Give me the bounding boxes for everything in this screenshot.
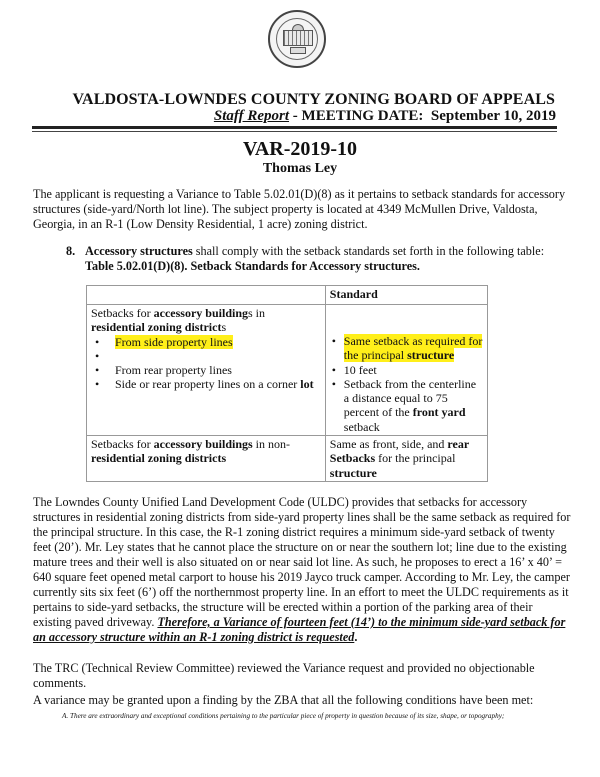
label-bold: accessory buildings — [153, 437, 253, 452]
label-bold: residential zoning district — [91, 320, 222, 335]
list-text: Same setback as required for the principal — [343, 334, 483, 363]
county-seal-icon — [268, 10, 326, 68]
table-header-blank — [87, 286, 326, 305]
list-text: setback — [343, 419, 380, 434]
list-item: • 10 feet — [330, 363, 483, 377]
uldc-text: The Lowndes County Unified Land Development Code (ULDC) provides that setbacks for accessory structures in residential zoning districts from side-yard property lines shall be the same setback as required for the principal structure. In this case, the R-1 zoning district requires a minimum side-yard setback of twenty feet (20’). Mr. Ley states that he cannot place the structure on or near the southern lot; line due to the existing mature trees and their well is also situated on or near said lot line. As such, he proposes to erect a 16’ x 40’ = 640 square feet opened metal carport to house his 2019 Jayco truck camper. According to Mr. Ley, the camper currently sits six feet (6’) off the northernmost property line. In an effort to meet the ULDC requirements as it pertains to side-yard setbacks, the structure will be erected within a portion of the parking area of their existing paved driveway. — [33, 495, 571, 629]
item-8 — [66, 244, 576, 274]
uldc-paragraph — [33, 495, 573, 645]
condition-a: A. There are extraordinary and exceptional conditions pertaining to the particular piece of property in question because of its size, shape, or topography; — [62, 712, 505, 720]
list-item — [330, 334, 483, 363]
label-text: s — [221, 320, 227, 335]
setback-table — [86, 285, 488, 482]
period: . — [354, 630, 358, 644]
item-number: 8. — [66, 244, 76, 258]
seal-courthouse — [283, 30, 313, 46]
list-bold: structure — [407, 348, 455, 363]
applicant-name: Thomas Ley — [262, 161, 338, 176]
trc-paragraph: The TRC (Technical Review Committee) reviewed the Variance request and provided no objectionable comments. — [33, 661, 535, 690]
label-text: s in — [248, 306, 266, 320]
residential-standard-list — [330, 334, 483, 434]
list-item: • From rear property lines — [91, 363, 321, 377]
item-8-line — [66, 244, 576, 259]
residential-label-cell — [87, 305, 326, 436]
variance-request-emphasis: Therefore, a Variance of fourteen feet (14’) to the minimum side-yard setback for an accessory structure within an R-1 zoning district is requested — [33, 615, 566, 644]
cell-bold: rear Setbacks — [329, 437, 469, 466]
label-text: Setbacks for — [91, 306, 154, 320]
conditions-intro: A variance may be granted upon a finding by the ZBA that all the following conditions have been met: — [33, 693, 534, 707]
seal-year-banner — [290, 47, 306, 54]
nonresidential-standard-cell — [325, 436, 487, 482]
meeting-line — [214, 108, 556, 125]
cell-bold: structure — [329, 465, 377, 480]
residential-label — [91, 306, 321, 335]
label-text: Setbacks for — [91, 437, 154, 452]
report-type: Staff Report — [213, 108, 290, 124]
nonresidential-label-cell — [87, 436, 326, 482]
label-bold: accessory building — [153, 306, 248, 320]
organization-title: VALDOSTA-LOWNDES COUNTY ZONING BOARD OF APPEALS — [72, 91, 555, 108]
residential-standard-cell — [325, 305, 487, 436]
spacer — [91, 349, 321, 363]
list-item — [91, 335, 321, 349]
list-bold: lot — [300, 377, 314, 392]
highlighted-side-lines: From side property lines — [115, 334, 233, 349]
label-text: in non- — [252, 437, 291, 452]
residential-setback-list — [91, 335, 321, 392]
item-bold-lead: Accessory structures — [85, 244, 193, 258]
list-bold: front yard — [412, 405, 466, 420]
meeting-date: September 10, 2019 — [430, 108, 556, 124]
list-text: Side or rear property lines on a corner — [115, 377, 301, 392]
table-caption: Table 5.02.01(D)(8). Setback Standards for Accessory structures. — [85, 259, 420, 273]
list-item — [91, 377, 321, 391]
table-row — [87, 305, 488, 436]
table-header-standard: Standard — [325, 286, 487, 305]
separator: - — [289, 108, 302, 124]
item-text: shall comply with the setback standards set forth in the following table: — [192, 244, 545, 258]
list-text: Setback from the centerline a distance equal to 75 percent of the — [343, 376, 477, 420]
header-rule-thick — [32, 126, 557, 129]
case-number: VAR-2019-10 — [242, 138, 358, 160]
list-item — [330, 377, 483, 434]
label-bold: residential zoning districts — [91, 451, 227, 466]
cell-text: for the principal — [375, 451, 456, 466]
meeting-label: MEETING DATE: — [301, 108, 424, 124]
intro-paragraph: The applicant is requesting a Variance to Table 5.02.01(D)(8) as it pertains to setback standards for accessory structures (side-yard/North lot line). The subject property is located at 4349 McMullen Drive, Valdosta, Georgia, in an R-1 (Low Density Residential, 1 acre) zoning district. — [33, 187, 566, 231]
cell-text: Same as front, side, and — [329, 437, 448, 452]
spacer — [330, 306, 483, 334]
header-rule-thin — [32, 131, 557, 132]
table-row — [87, 436, 488, 482]
table-header-row — [87, 286, 488, 305]
highlighted-standard — [344, 334, 483, 362]
